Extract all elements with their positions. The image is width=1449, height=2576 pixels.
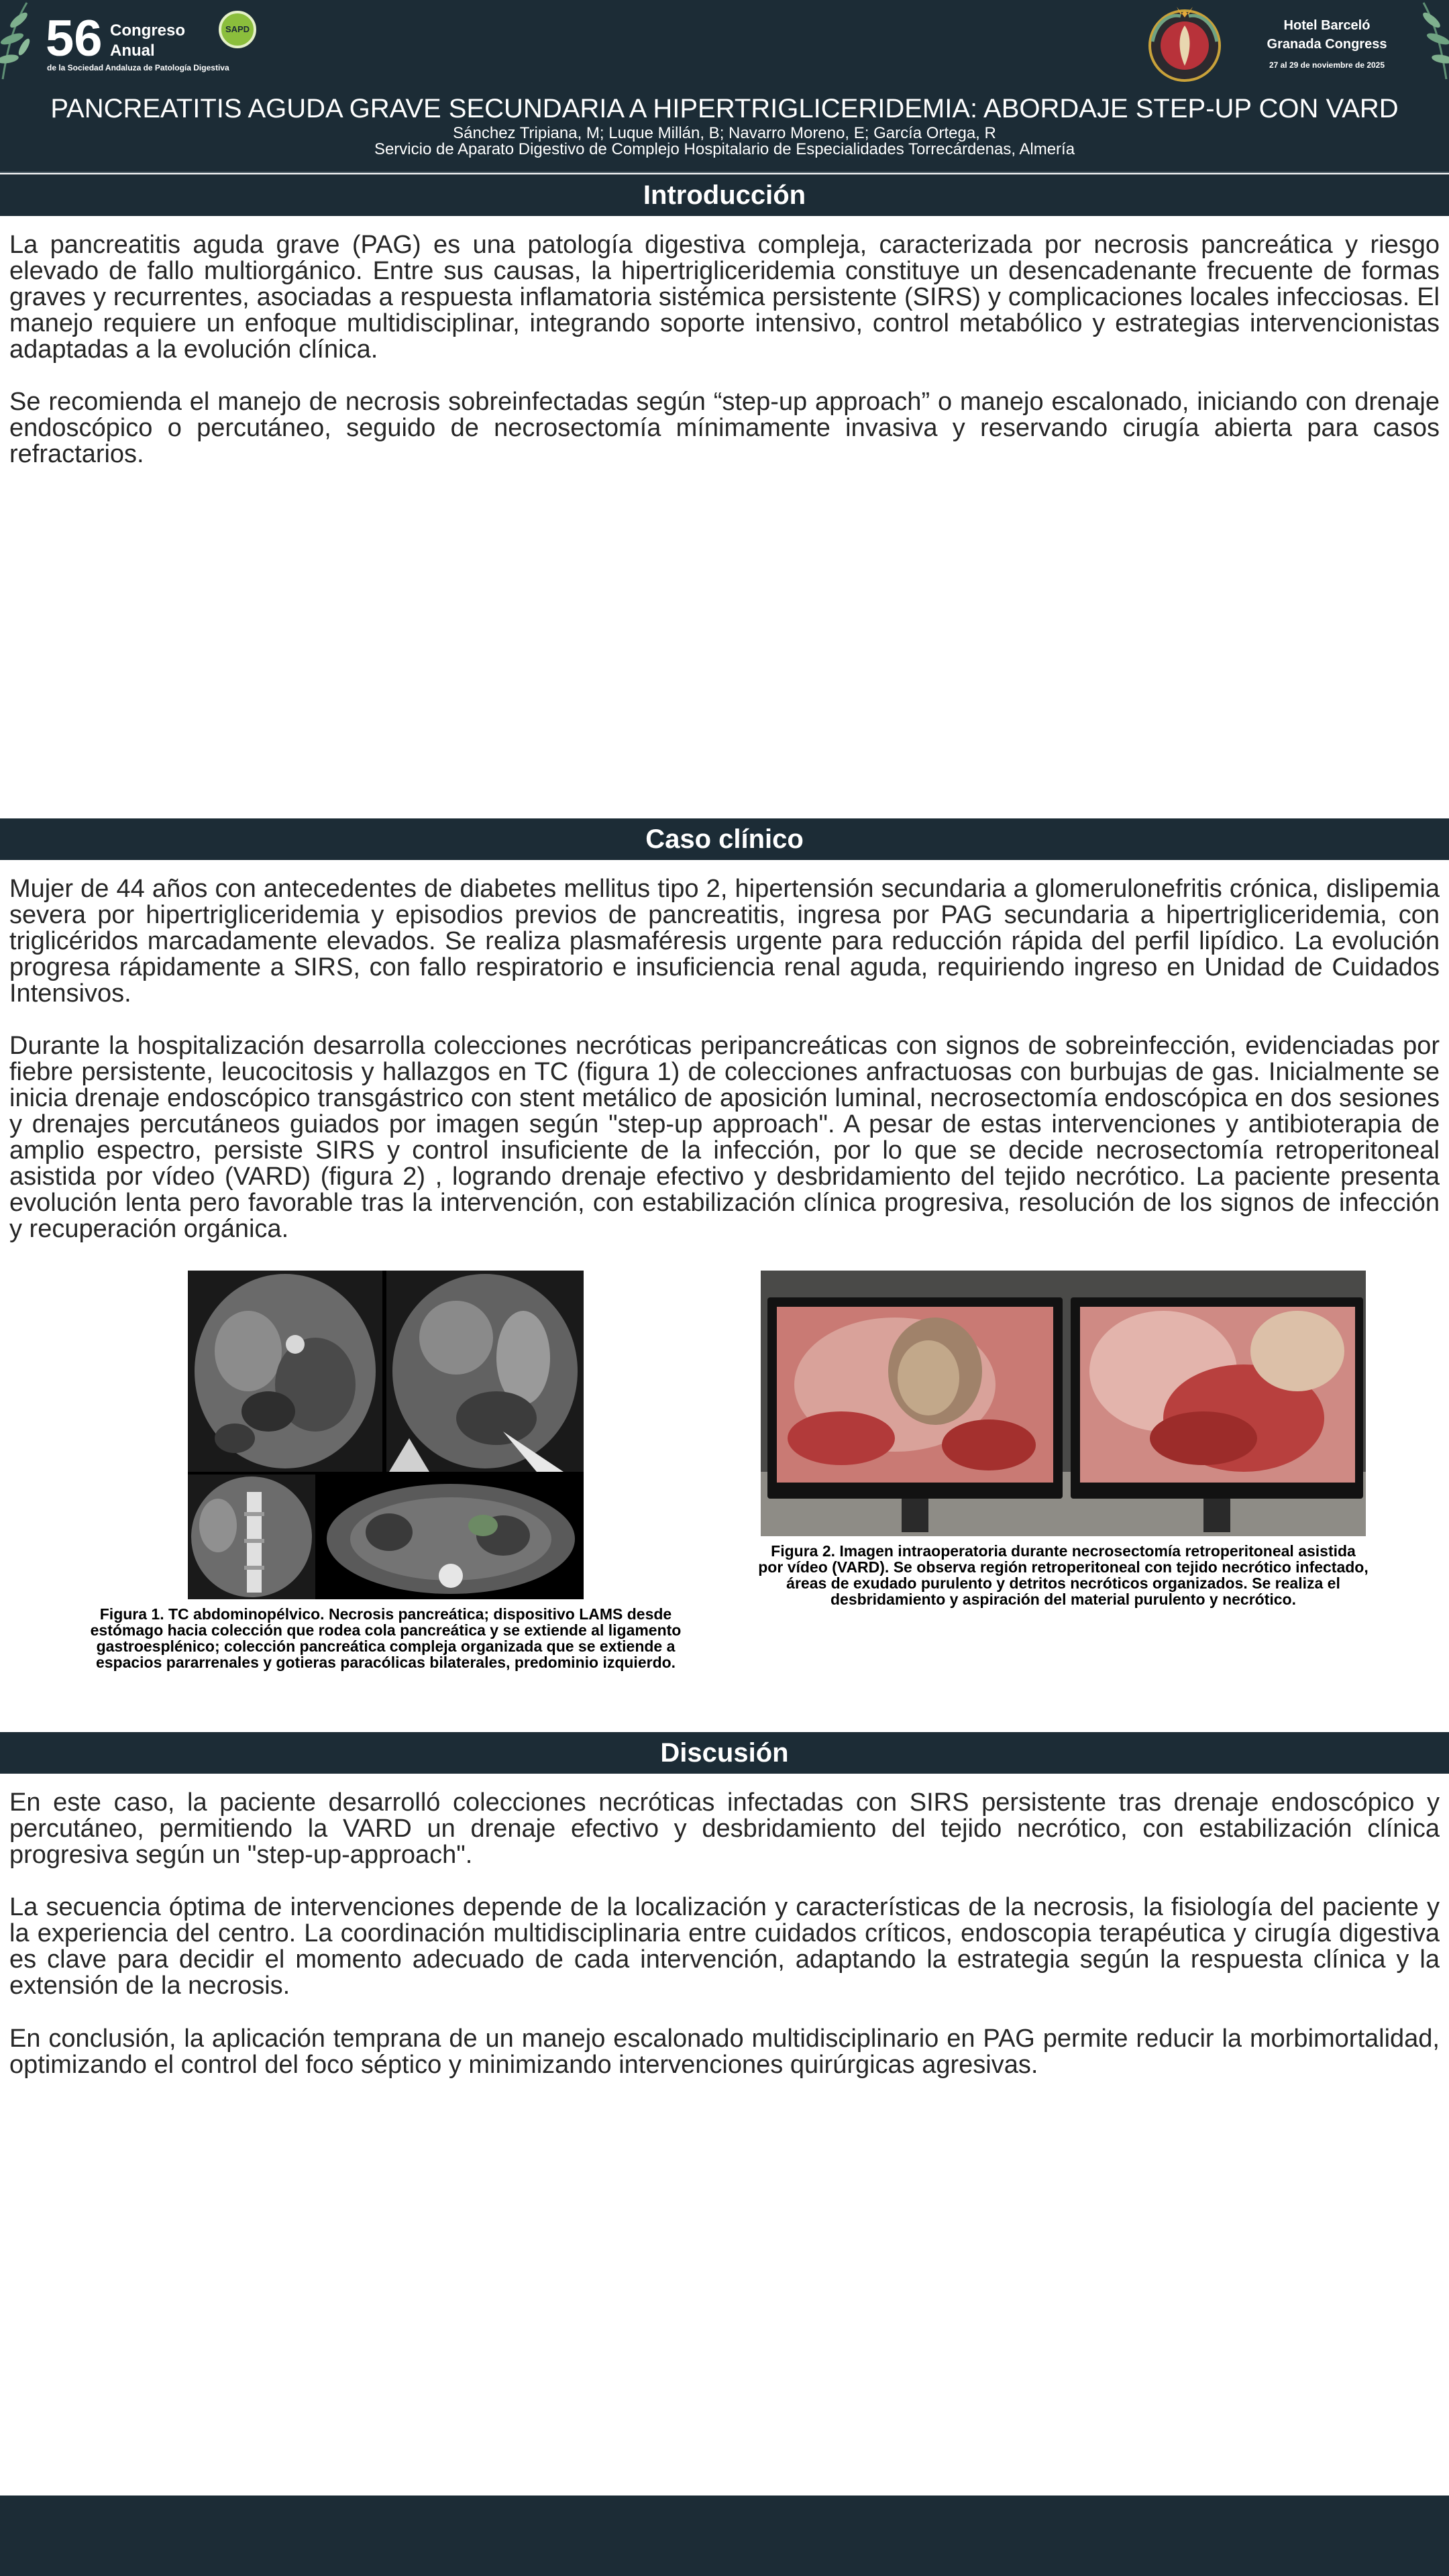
section-heading-discusion: Discusión (0, 1732, 1449, 1774)
intro-paragraph-1: La pancreatitis aguda grave (PAG) es una patología digestiva compleja, caracterizada por necrosis pancreática y riesgo elevado de fallo multiorgánico. Entre sus causas, la hipertrigliceridemia constituye un desencadenante frecuente de formas graves y recurrentes, asociadas a respuesta inflamatoria sistémica persistente (SIRS) y complicaciones locales infecciosas. El manejo requiere un enfoque multidisciplinar, integrando soporte intensivo, control metabólico y estrategias intervencionistas adaptadas a la evolución clínica. (9, 231, 1440, 364)
figure-2-caption: Figura 2. Imagen intraoperatoria durante necrosectomía retroperitoneal asistida por vídeo (VARD). Se observa región retroperitoneal con tejido necrótico infectado, áreas de exudado purulento y detritos necróticos organizados. Se realiza el desbridamiento y aspiración del material purulento y necrótico. (758, 1542, 1368, 1608)
poster-header (0, 0, 1449, 173)
discusion-paragraph-3: En conclusión, la aplicación temprana de un manejo escalonado multidisciplinario en PAG permite reducir la morbimortalidad, optimizando el control del foco séptico y minimizando intervenciones quirúrgicas agresivas. (9, 2025, 1440, 2079)
poster-footer (0, 2496, 1449, 2576)
poster-title: PANCREATITIS AGUDA GRAVE SECUNDARIA A HIPERTRIGLICERIDEMIA: ABORDAJE STEP-UP CON VARD (50, 94, 1399, 123)
venue-line-2: Granada Congress (1267, 37, 1387, 52)
poster-institution: Servicio de Aparato Digestivo de Complejo Hospitalario de Especialidades Torrecárdenas, Almería (374, 140, 1075, 158)
leaf-decoration-left-icon (0, 0, 40, 80)
granada-emblem-icon (1143, 1, 1226, 85)
society-name: de la Sociedad Andaluza de Patología Digestiva (47, 63, 229, 72)
section-heading-caso-clinico: Caso clínico (0, 818, 1449, 860)
discusion-paragraph-2: La secuencia óptima de intervenciones depende de la localización y características de la necrosis, la fisiología del paciente y la experiencia del centro. La coordinación multidisciplinaria entre cuidados críticos, endoscopia terapéutica y cirugía digestiva es clave para decidir el momento adecuado de cada intervención, adaptando la estrategia según la respuesta clínica y la extensión de la necrosis. (9, 1893, 1440, 2000)
caso-paragraph-1: Mujer de 44 años con antecedentes de diabetes mellitus tipo 2, hipertensión secundaria a glomerulonefritis crónica, dislipemia severa por hipertrigliceridemia y episodios previos de pancreatitis, ingresa por PAG secundaria a hipertrigliceridemia, con triglicéridos marcadamente elevados. Se realiza plasmaféresis urgente para reducción rápida del perfil lipídico. La evolución progresa rápidamente a SIRS, con fallo respiratorio e insuficiencia renal aguda, requiriendo ingreso en Unidad de Cuidados Intensivos. (9, 875, 1440, 1008)
caso-paragraph-2: Durante la hospitalización desarrolla colecciones necróticas peripancreáticas con signos de sobreinfección, evidenciadas por fiebre persistente, leucocitosis y hallazgos en TC (figura 1) de colecciones anfractuosas con burbujas de gas. Inicialmente se inicia drenaje endoscópico transgástrico con stent metálico de aposición luminal, necrosectomía endoscópica en dos sesiones y drenajes percutáneos guiados por imagen según "step-up approach". A pesar de estas intervenciones y antibioterapia de amplio espectro, persiste SIRS y control insuficiente de la infección, por lo que se decide necrosectomía retroperitoneal asistida por vídeo (VARD) (figura 2) , logrando drenaje efectivo y desbridamiento del tejido necrótico. La paciente presenta evolución lenta pero favorable tras la intervención, con estabilización clínica progresiva, resolución de los signos de infección y recuperación orgánica. (9, 1032, 1440, 1243)
intro-paragraph-2: Se recomienda el manejo de necrosis sobreinfectadas según “step-up approach” o manejo escalonado, iniciando con drenaje endoscópico o percutáneo, seguido de necrosectomía mínimamente invasiva y reservando cirugía abierta para casos refractarios. (9, 388, 1440, 468)
figure-1-caption: Figura 1. TC abdominopélvico. Necrosis pancreática; dispositivo LAMS desde estómago hacia colección que rodea cola pancreática y se extiende al ligamento gastroesplénico; colección pancreática compleja organizada que se extiende a espacios pararrenales y gotieras paracólicas bilaterales, predominio izquierdo. (90, 1605, 682, 1671)
leaf-decoration-right-icon (1415, 0, 1449, 80)
figure-1-ct-image (188, 1271, 584, 1599)
poster-authors: Sánchez Tripiana, M; Luque Millán, B; Navarro Moreno, E; García Ortega, R (453, 124, 996, 142)
header-divider (0, 172, 1449, 173)
section-heading-introduccion: Introducción (0, 174, 1449, 216)
sapd-logo: SAPD (219, 11, 256, 48)
venue-line-1: Hotel Barceló (1283, 18, 1371, 33)
congress-number: 56 (46, 10, 103, 67)
venue-info (1253, 16, 1401, 70)
congress-word-2: Anual (110, 42, 155, 60)
figure-2-intraoperative-image (761, 1271, 1366, 1536)
congress-dates: 27 al 29 de noviembre de 2025 (1269, 60, 1385, 70)
congress-word-1: Congreso (110, 21, 186, 40)
discusion-paragraph-1: En este caso, la paciente desarrolló colecciones necróticas infectadas con SIRS persistente tras drenaje endoscópico y percutáneo, permitiendo la VARD un drenaje efectivo y desbridamiento del tejido necrótico, con estabilización clínica progresiva según un "step-up-approach". (9, 1788, 1440, 1869)
